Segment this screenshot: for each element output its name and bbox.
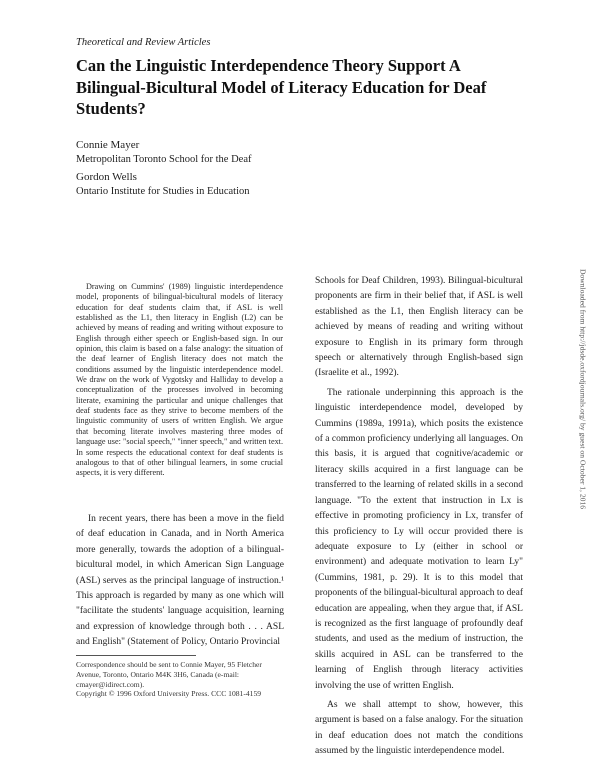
body-paragraph: As we shall attempt to show, however, this argument is based on a false analogy. For the situation in deaf education does not match the conditions assumed by the linguistic interdependence model. bbox=[315, 699, 523, 757]
footnote-rule bbox=[76, 655, 196, 656]
abstract: Drawing on Cummins' (1989) linguistic interdependence model, proponents of bilingual-bicultural models of literacy education for deaf students claim that, if ASL is well established as the L1, then literacy in English (L2) can be achieved by means of reading and writing without exposure to English through either speech or English-based sign. In our opinion, this claim is based on a false analogy: the situation of the deaf learner of English literacy does not match the conditions assumed by the linguistic interdependence model. We draw on the work of Vygotsky and Halliday to develop a conceptualization of the processes involved in becoming literate, examining the particular and unique challenges that deaf students face as they strive to become members of the linguistic community of users of written English. We argue that becoming literate involves mastering three modes of language use: "social speech," "inner speech," and written text. In some respects the educational context for deaf students is analogous to that of other bilingual learners, in some crucial aspects, it is very different. bbox=[76, 282, 283, 478]
body-right-column bbox=[315, 274, 523, 760]
author-affiliation: Metropolitan Toronto School for the Deaf bbox=[76, 154, 252, 165]
download-sidebar: Downloaded from http://jdsde.oxfordjournals.org/ by guest on October 1, 2016 bbox=[578, 268, 588, 510]
copyright-line: Copyright © 1996 Oxford University Press. CCC 1081-4159 bbox=[76, 689, 262, 698]
body-paragraph: The rationale underpinning this approach is the linguistic interdependence model, developed by Cummins (1989a, 1991a), which posits the existence of a common proficiency underlying all languages. On this basis, it is argued that cognitive/academic or literacy skills acquired in a first language can be transferred to the learning of related skills in a second language. "To the extent that instruction in Lx is effective in promoting proficiency in Lx, transfer of this proficiency to Ly will occur provided there is adequate exposure to Ly (either in school or environment) and adequate motivation to learn Ly" (Cummins, 1981, p. 29). It is to this model that proponents of the bilingual-bicultural approach to deaf education are appealing, when they argue that, if ASL is recognized as the first language of profoundly deaf students, and used as the medium of instruction, the skills acquired in ASL can be transferred to the learning of English through literacy activities involving the use of written English. bbox=[315, 387, 523, 691]
article-title: Can the Linguistic Interdependence Theory Support A Bilingual-Bicultural Model of Literacy Education for Deaf Students? bbox=[76, 56, 487, 118]
body-left-column bbox=[76, 512, 284, 651]
author-name: Connie Mayer bbox=[76, 139, 140, 151]
section-label: Theoretical and Review Articles bbox=[76, 37, 211, 48]
body-paragraph: In recent years, there has been a move in the field of deaf education in Canada, and in North America more generally, towards the adoption of a bilingual-bicultural model, in which American Sign Language (ASL) serves as the principal language of instruction.¹ This approach is regarded by many as one which will "facilitate the students' language acquisition, learning and expression of knowledge through both . . . ASL and English" (Statement of Policy, Ontario Provincial bbox=[76, 514, 284, 648]
correspondence-footnote: Correspondence should be sent to Connie Mayer, 95 Fletcher Avenue, Toronto, Ontario M4K 3H6, Canada (e-mail: cmayer@idirect.com). bbox=[76, 660, 262, 689]
author-affiliation: Ontario Institute for Studies in Education bbox=[76, 186, 250, 197]
author-name: Gordon Wells bbox=[76, 171, 137, 183]
body-paragraph: Schools for Deaf Children, 1993). Bilingual-bicultural proponents are firm in their belief that, if ASL is well established as the L1, then English literacy can be achieved by means of reading and writing without exposure to English in its primary form through speech or alternatively through English-based sign (Israelite et al., 1992). bbox=[315, 276, 523, 379]
